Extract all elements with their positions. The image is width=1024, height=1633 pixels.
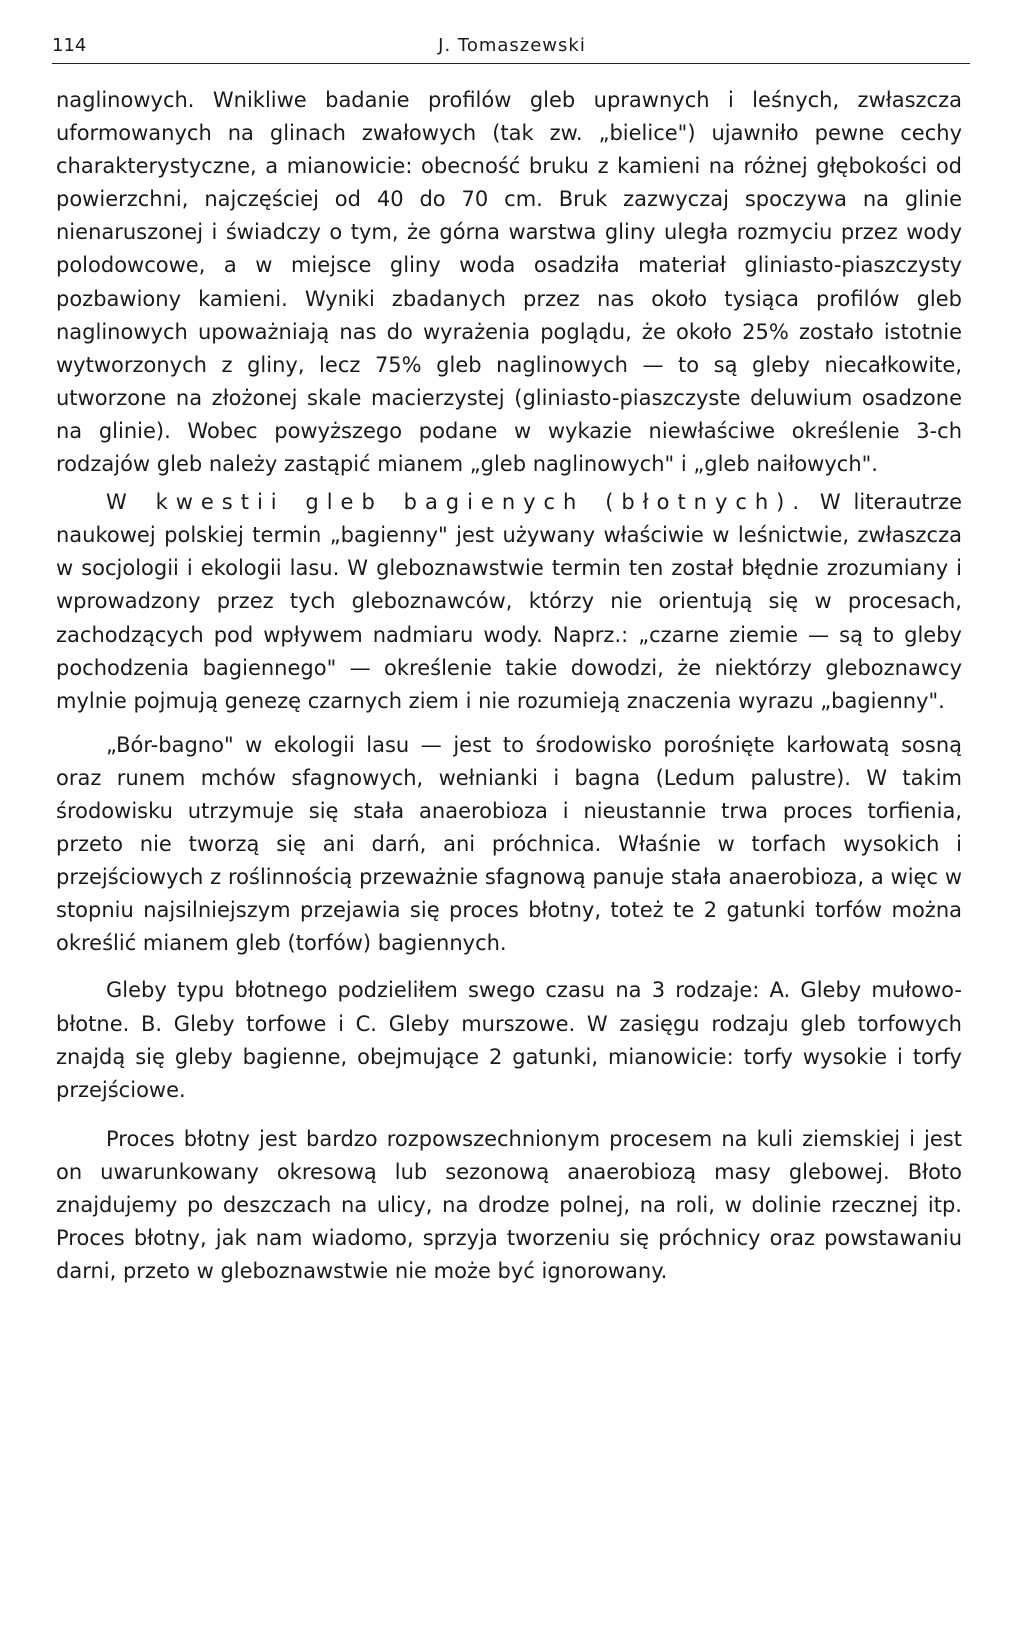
paragraph-gleby-bagienne [56, 486, 962, 718]
paragraph-bor-bagno: „Bór-bagno" w ekologii lasu — jest to środowisko porośnięte karłowatą sosną oraz runem mchów sfagnowych, wełnianki i bagna (Ledum palustre). W takim środowisku utrzymuje się stała anaerobioza i nieustannie trwa proces torfienia, przeto nie tworzą się ani darń, ani próchnica. Właśnie w torfach wysokich i przejściowych z roślinnością przeważnie sfagnową panuje stała anaerobioza, a więc w stopniu najsilniejszym przejawia się proces błotny, toteż te 2 gatunki torfów można określić mianem gleb (torfów) bagiennych. [56, 732, 962, 956]
paragraph-gleby-typu-blotnego: Gleby typu błotnego podzieliłem swego czasu na 3 rodzaje: A. Gleby mułowo-błotne. B. Gleby torfowe i C. Gleby murszowe. W zasięgu rodzaju gleb torfowych znajdą się gleby bagienne, obejmujące 2 gatunki, mianowicie: torfy wysokie i torfy przejściowe. [56, 978, 962, 1102]
body-text [56, 84, 962, 1288]
header-rule [52, 63, 970, 64]
page-number: 114 [52, 35, 87, 56]
paragraph-proces-blotny: Proces błotny jest bardzo rozpowszechnionym procesem na kuli ziemskiej i jest on uwarunkowany okresową lub sezonową anaerobiozą masy glebowej. Błoto znajdujemy po deszczach na ulicy, na drodze polnej, na roli, w dolinie rzecznej itp. Proces błotny, jak nam wiadomo, sprzyja tworzeniu się próchnicy oraz powstawaniu darni, przeto w gleboznawstwie nie może być ignorowany. [56, 1126, 962, 1284]
paragraph-gleby-bagienne-text: W literautrze naukowej polskiej termin „bagienny" jest używany właściwie w leśnictwie, zwłaszcza w socjologii i ekologii lasu. W gleboznawstwie termin ten został błędnie zrozumiany i wprowadzony przez tych gleboznawców, którzy nie orientują się w procesach, zachodzących pod wpływem nadmiaru wody. Naprz.: „czarne ziemie — są to gleby pochodzenia bagiennego" — określenie takie dowodzi, że niektórzy gleboznawcy mylnie pojmują genezę czarnych ziem i nie rozumieją znaczenia wyrazu „bagienny". [56, 490, 962, 713]
paragraph-naglinowe: naglinowych. Wnikliwe badanie profilów gleb uprawnych i leśnych, zwłaszcza uformowanych na glinach zwałowych (tak zw. „bielice") ujawniło pewne cechy charakterystyczne, a mianowicie: obecność bruku z kamieni na różnej głębokości od powierzchni, najczęściej od 40 do 70 cm. Bruk zazwyczaj spoczywa na glinie nienaruszonej i świadczy o tym, że górna warstwa gliny uległa rozmyciu przez wody polodowcowe, a w miejsce gliny woda osadziła materiał gliniasto-piaszczysty pozbawiony kamieni. Wyniki zbadanych przez nas około tysiąca profilów gleb naglinowych upoważniają nas do wyrażenia poglądu, że około 25% zostało istotnie wytworzonych z gliny, lecz 75% gleb naglinowych — to są gleby niecałkowite, utworzone na złożonej skale macierzystej (gliniasto-piaszczyste deluwium osadzone na glinie). Wobec powyższego podane w wykazie niewłaściwe określenie 3-ch rodzajów gleb należy zastąpić mianem „gleb naglinowych" i „gleb naiłowych". [56, 88, 962, 477]
section-heading-gleby-bagienne: W kwestii gleb bagienych (błotnych). [106, 490, 808, 515]
running-head-author: J. Tomaszewski [438, 35, 586, 56]
page-header [52, 34, 952, 58]
